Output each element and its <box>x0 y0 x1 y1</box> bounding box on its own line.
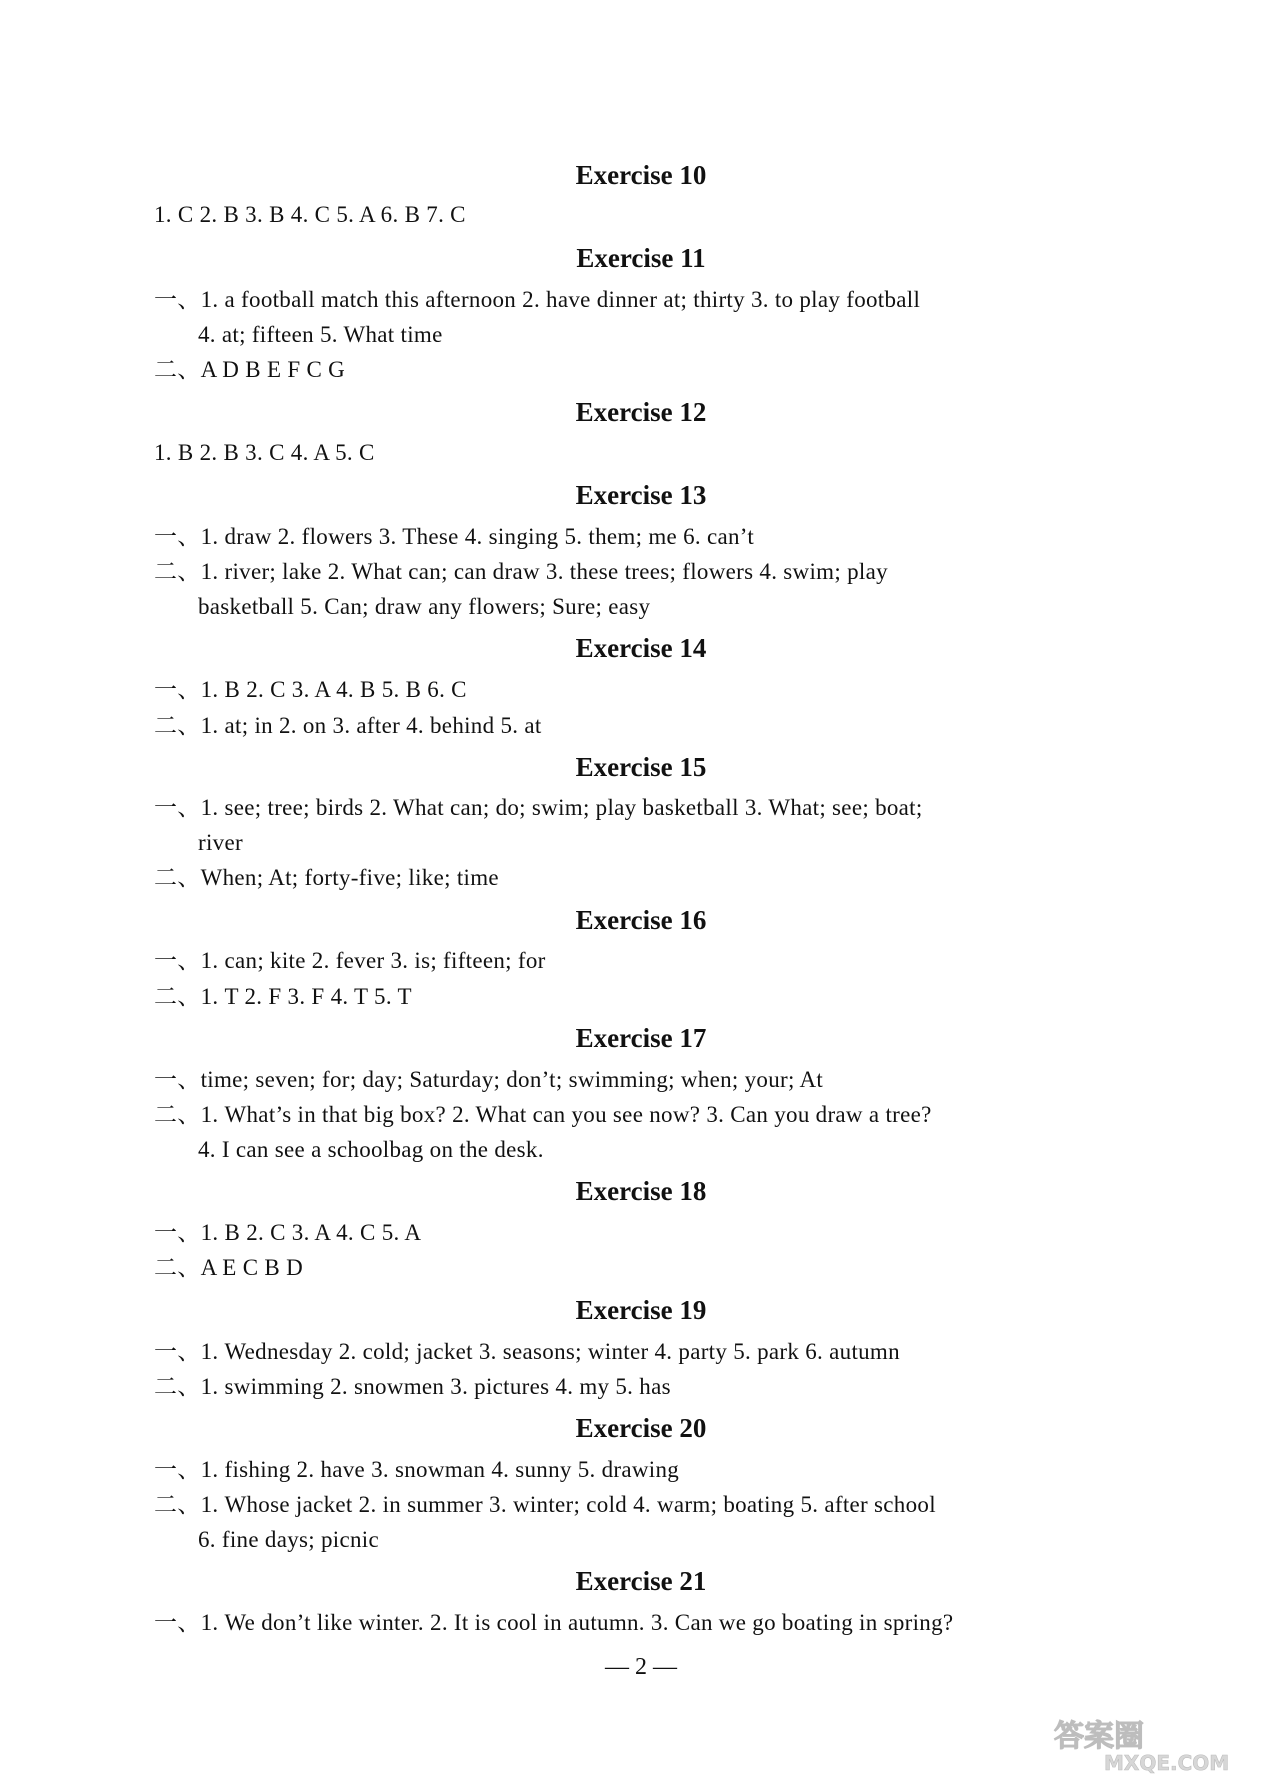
exercise-13-line-3: basketball 5. Can; draw any flowers; Sure; easy <box>198 594 651 619</box>
exercise-13-line-2: 二、1. river; lake 2. What can; can draw 3. these trees; flowers 4. swim; play <box>154 559 888 584</box>
exercise-14-heading: Exercise 14 <box>575 633 707 663</box>
exercise-14-line-1: 一、1. B 2. C 3. A 4. B 5. B 6. C <box>154 677 467 702</box>
exercise-14-line-2: 二、1. at; in 2. on 3. after 4. behind 5. at <box>154 713 542 738</box>
exercise-19-heading: Exercise 19 <box>575 1295 707 1325</box>
exercise-15-line-1: 一、1. see; tree; birds 2. What can; do; swim; play basketball 3. What; see; boat; <box>154 795 923 820</box>
exercise-19-line-1: 一、1. Wednesday 2. cold; jacket 3. seasons; winter 4. party 5. park 6. autumn <box>154 1339 900 1364</box>
exercise-16-line-1: 一、1. can; kite 2. fever 3. is; fifteen; for <box>154 948 546 973</box>
watermark-logo <box>1044 1712 1254 1776</box>
exercise-15-line-3: 二、When; At; forty-five; like; time <box>154 865 499 890</box>
exercise-16-line-2: 二、1. T 2. F 3. F 4. T 5. T <box>154 984 412 1009</box>
exercise-20-line-3: 6. fine days; picnic <box>198 1527 380 1552</box>
exercise-12-heading: Exercise 12 <box>575 397 707 427</box>
exercise-21-line-1: 一、1. We don’t like winter. 2. It is cool in autumn. 3. Can we go boating in spring? <box>154 1610 954 1635</box>
exercise-13-line-1: 一、1. draw 2. flowers 3. These 4. singing 5. them; me 6. can’t <box>154 524 755 549</box>
svg-text:答案圈: 答案圈 <box>1054 1719 1144 1754</box>
exercise-12-answers: 1. B 2. B 3. C 4. A 5. C <box>154 440 375 465</box>
exercise-10-heading: Exercise 10 <box>575 160 707 190</box>
svg-text:MXQE.COM: MXQE.COM <box>1104 1751 1230 1775</box>
exercise-17-line-2: 二、1. What’s in that big box? 2. What can you see now? 3. Can you draw a tree? <box>154 1102 932 1127</box>
exercise-17-line-3: 4. I can see a schoolbag on the desk. <box>198 1137 544 1162</box>
exercise-17-line-1: 一、time; seven; for; day; Saturday; don’t; swimming; when; your; At <box>154 1067 824 1092</box>
exercise-10-answers: 1. C 2. B 3. B 4. C 5. A 6. B 7. C <box>154 202 466 227</box>
exercise-18-line-1: 一、1. B 2. C 3. A 4. C 5. A <box>154 1220 422 1245</box>
exercise-20-line-1: 一、1. fishing 2. have 3. snowman 4. sunny 5. drawing <box>154 1457 680 1482</box>
exercise-11-heading: Exercise 11 <box>576 243 706 273</box>
exercise-16-heading: Exercise 16 <box>575 905 707 935</box>
exercise-20-line-2: 二、1. Whose jacket 2. in summer 3. winter; cold 4. warm; boating 5. after school <box>154 1492 936 1517</box>
exercise-21-heading: Exercise 21 <box>575 1566 707 1596</box>
exercise-11-line-1: 一、1. a football match this afternoon 2. have dinner at; thirty 3. to play football <box>154 287 921 312</box>
exercise-13-heading: Exercise 13 <box>575 480 707 510</box>
page-number: — 2 — <box>605 1654 677 1680</box>
exercise-15-heading: Exercise 15 <box>575 752 707 782</box>
exercise-20-heading: Exercise 20 <box>575 1413 707 1443</box>
exercise-11-line-3: 二、A D B E F C G <box>154 357 346 382</box>
exercise-18-line-2: 二、A E C B D <box>154 1255 303 1280</box>
exercise-11-line-2: 4. at; fifteen 5. What time <box>198 322 443 347</box>
exercise-15-line-2: river <box>198 830 243 855</box>
exercise-19-line-2: 二、1. swimming 2. snowmen 3. pictures 4. my 5. has <box>154 1374 671 1399</box>
exercise-17-heading: Exercise 17 <box>575 1023 707 1053</box>
exercise-18-heading: Exercise 18 <box>575 1176 707 1206</box>
